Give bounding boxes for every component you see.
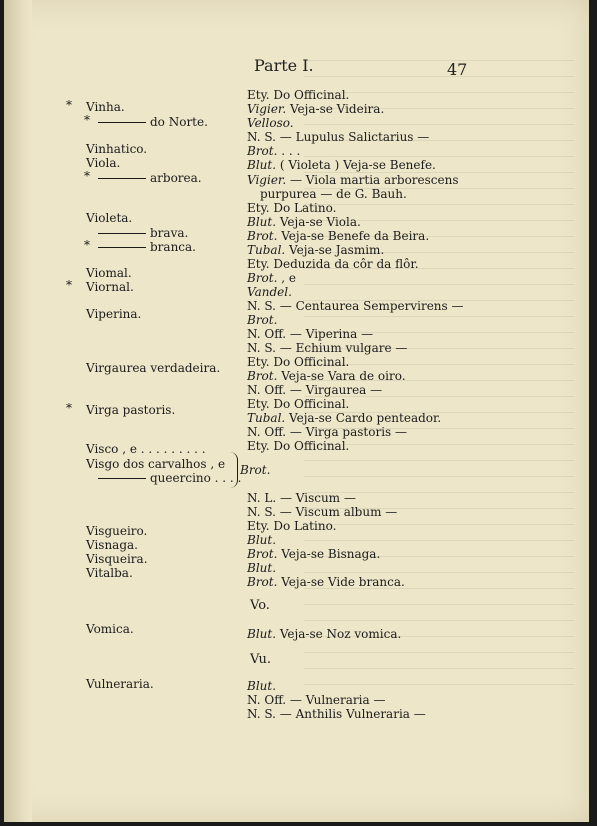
entry-asterisk: *	[84, 169, 90, 183]
definition-line: Brot. Veja-se Vide branca.	[247, 575, 405, 589]
definition-line: Blut.	[247, 561, 277, 575]
definition-line: Brot. Veja-se Bisnaga.	[247, 547, 381, 561]
entry-viomal	[86, 266, 132, 280]
definition-line: Blut.	[247, 533, 277, 547]
ditto-dash	[98, 233, 146, 234]
entry-visco	[86, 442, 206, 456]
grouping-brace	[229, 452, 238, 488]
definition-line: Ety. Deduzida da côr da flôr.	[247, 257, 419, 271]
definition-line: Brot. . . .	[247, 144, 301, 158]
book-page	[4, 0, 589, 822]
ditto-dash	[98, 122, 146, 123]
entry-label: Visgueiro.	[86, 524, 148, 538]
definition-line: N. Off. — Viperina —	[247, 327, 374, 341]
entry-viola-arborea	[98, 171, 202, 185]
section-mark: Vo.	[250, 598, 270, 613]
entry-vitalba	[86, 566, 133, 580]
definition-line: Brot. Veja-se Benefe da Beira.	[247, 229, 430, 243]
entry-label: Viola.	[86, 156, 121, 170]
definition-line: N. S. — Lupulus Salictarius —	[247, 130, 430, 144]
entry-asterisk: *	[66, 401, 72, 415]
definition-line: Vandel.	[247, 285, 292, 299]
entry-visnaga	[86, 538, 138, 552]
definition-line: Blut. Veja-se Noz vomica.	[247, 627, 402, 641]
definition-line: N. S. — Echium vulgare —	[247, 341, 408, 355]
entry-label: Visnaga.	[86, 538, 138, 552]
definition-line: Blut. ( Violeta ) Veja-se Benefe.	[247, 158, 436, 172]
entry-label: Vulneraria.	[86, 677, 154, 691]
entry-label: Violeta.	[86, 211, 133, 225]
entry-label: Viomal.	[86, 266, 132, 280]
entry-asterisk: *	[84, 238, 90, 252]
entry-vinha	[86, 100, 125, 114]
definition-line: Ety. Do Officinal.	[247, 88, 350, 102]
page-number: 47	[447, 60, 468, 79]
entry-virga	[86, 403, 175, 417]
entry-viperina	[86, 307, 141, 321]
entry-label: Viornal.	[86, 280, 134, 294]
entry-vulneraria	[86, 677, 154, 691]
entry-label: Vinhatico.	[86, 142, 148, 156]
entry-asterisk: *	[84, 113, 90, 127]
entry-label: do Norte.	[150, 115, 208, 129]
entry-virgaurea	[86, 361, 220, 375]
definition-line: N. L. — Viscum —	[247, 491, 356, 505]
definition-line: purpurea — de G. Bauh.	[260, 187, 407, 201]
definition-line: N. Off. — Vulneraria —	[247, 693, 386, 707]
section-mark: Vu.	[250, 652, 272, 667]
entry-label: Virgaurea verdadeira.	[86, 361, 221, 375]
definition-line: Vigier. Veja-se Videira.	[247, 102, 385, 116]
entry-viornal	[86, 280, 134, 294]
ditto-dash	[98, 478, 146, 479]
definition-line: Blut. Veja-se Viola.	[247, 215, 361, 229]
ditto-dash	[98, 247, 146, 248]
entry-label: Vomica.	[86, 622, 134, 636]
entry-label: Viperina.	[86, 307, 142, 321]
definition-line: Brot.	[240, 463, 271, 477]
definition-line: Ety. Do Officinal.	[247, 397, 350, 411]
entry-vinha-norte	[98, 115, 208, 129]
definition-line: Brot. Veja-se Vara de oiro.	[247, 369, 406, 383]
entry-label: Visco , e . . . . . . . . .	[86, 442, 206, 456]
entry-label: Virga pastoris.	[86, 403, 176, 417]
entry-visqueira	[86, 552, 148, 566]
definition-line: N. S. — Anthilis Vulneraria —	[247, 707, 426, 721]
definition-line: N. Off. — Virgaurea —	[247, 383, 383, 397]
definition-line: Tubal. Veja-se Cardo penteador.	[247, 411, 442, 425]
definition-line: Tubal. Veja-se Jasmim.	[247, 243, 385, 257]
entry-violeta-brava	[98, 226, 188, 240]
definition-line: N. S. — Viscum album —	[247, 505, 398, 519]
definition-line: Vigier. — Viola martia arborescens	[247, 173, 459, 187]
ditto-dash	[98, 178, 146, 179]
entry-vomica	[86, 622, 134, 636]
entry-label: Vitalba.	[86, 566, 133, 580]
entry-viola	[86, 156, 120, 170]
entry-visgo-querc	[98, 471, 241, 485]
definition-line: Ety. Do Latino.	[247, 201, 337, 215]
entry-visgo	[86, 457, 225, 471]
entry-visgueiro	[86, 524, 147, 538]
definition-line: Ety. Do Officinal.	[247, 439, 350, 453]
entry-asterisk: *	[66, 98, 72, 112]
definition-line: N. Off. — Virga pastoris —	[247, 425, 408, 439]
entry-label: Vinha.	[86, 100, 125, 114]
entry-label: Visgo dos carvalhos , e	[86, 457, 226, 471]
definition-line: N. S. — Centaurea Sempervirens —	[247, 299, 464, 313]
entry-violeta	[86, 211, 132, 225]
page-header-title: Parte I.	[254, 56, 314, 75]
definition-line: Brot. , e	[247, 271, 296, 285]
definition-line: Brot.	[247, 313, 278, 327]
entry-asterisk: *	[66, 278, 72, 292]
page-gutter	[4, 0, 32, 822]
definition-line: Ety. Do Officinal.	[247, 355, 350, 369]
entry-label: arborea.	[150, 171, 202, 185]
entry-label: branca.	[150, 240, 196, 254]
entry-label: queercino . . . .	[150, 471, 242, 485]
definition-line: Blut.	[247, 679, 277, 693]
entry-label: Visqueira.	[86, 552, 148, 566]
entry-vinhatico	[86, 142, 147, 156]
definition-line: Ety. Do Latino.	[247, 519, 337, 533]
entry-label: brava.	[150, 226, 189, 240]
definition-line: Velloso.	[247, 116, 294, 130]
entry-violeta-branca	[98, 240, 196, 254]
